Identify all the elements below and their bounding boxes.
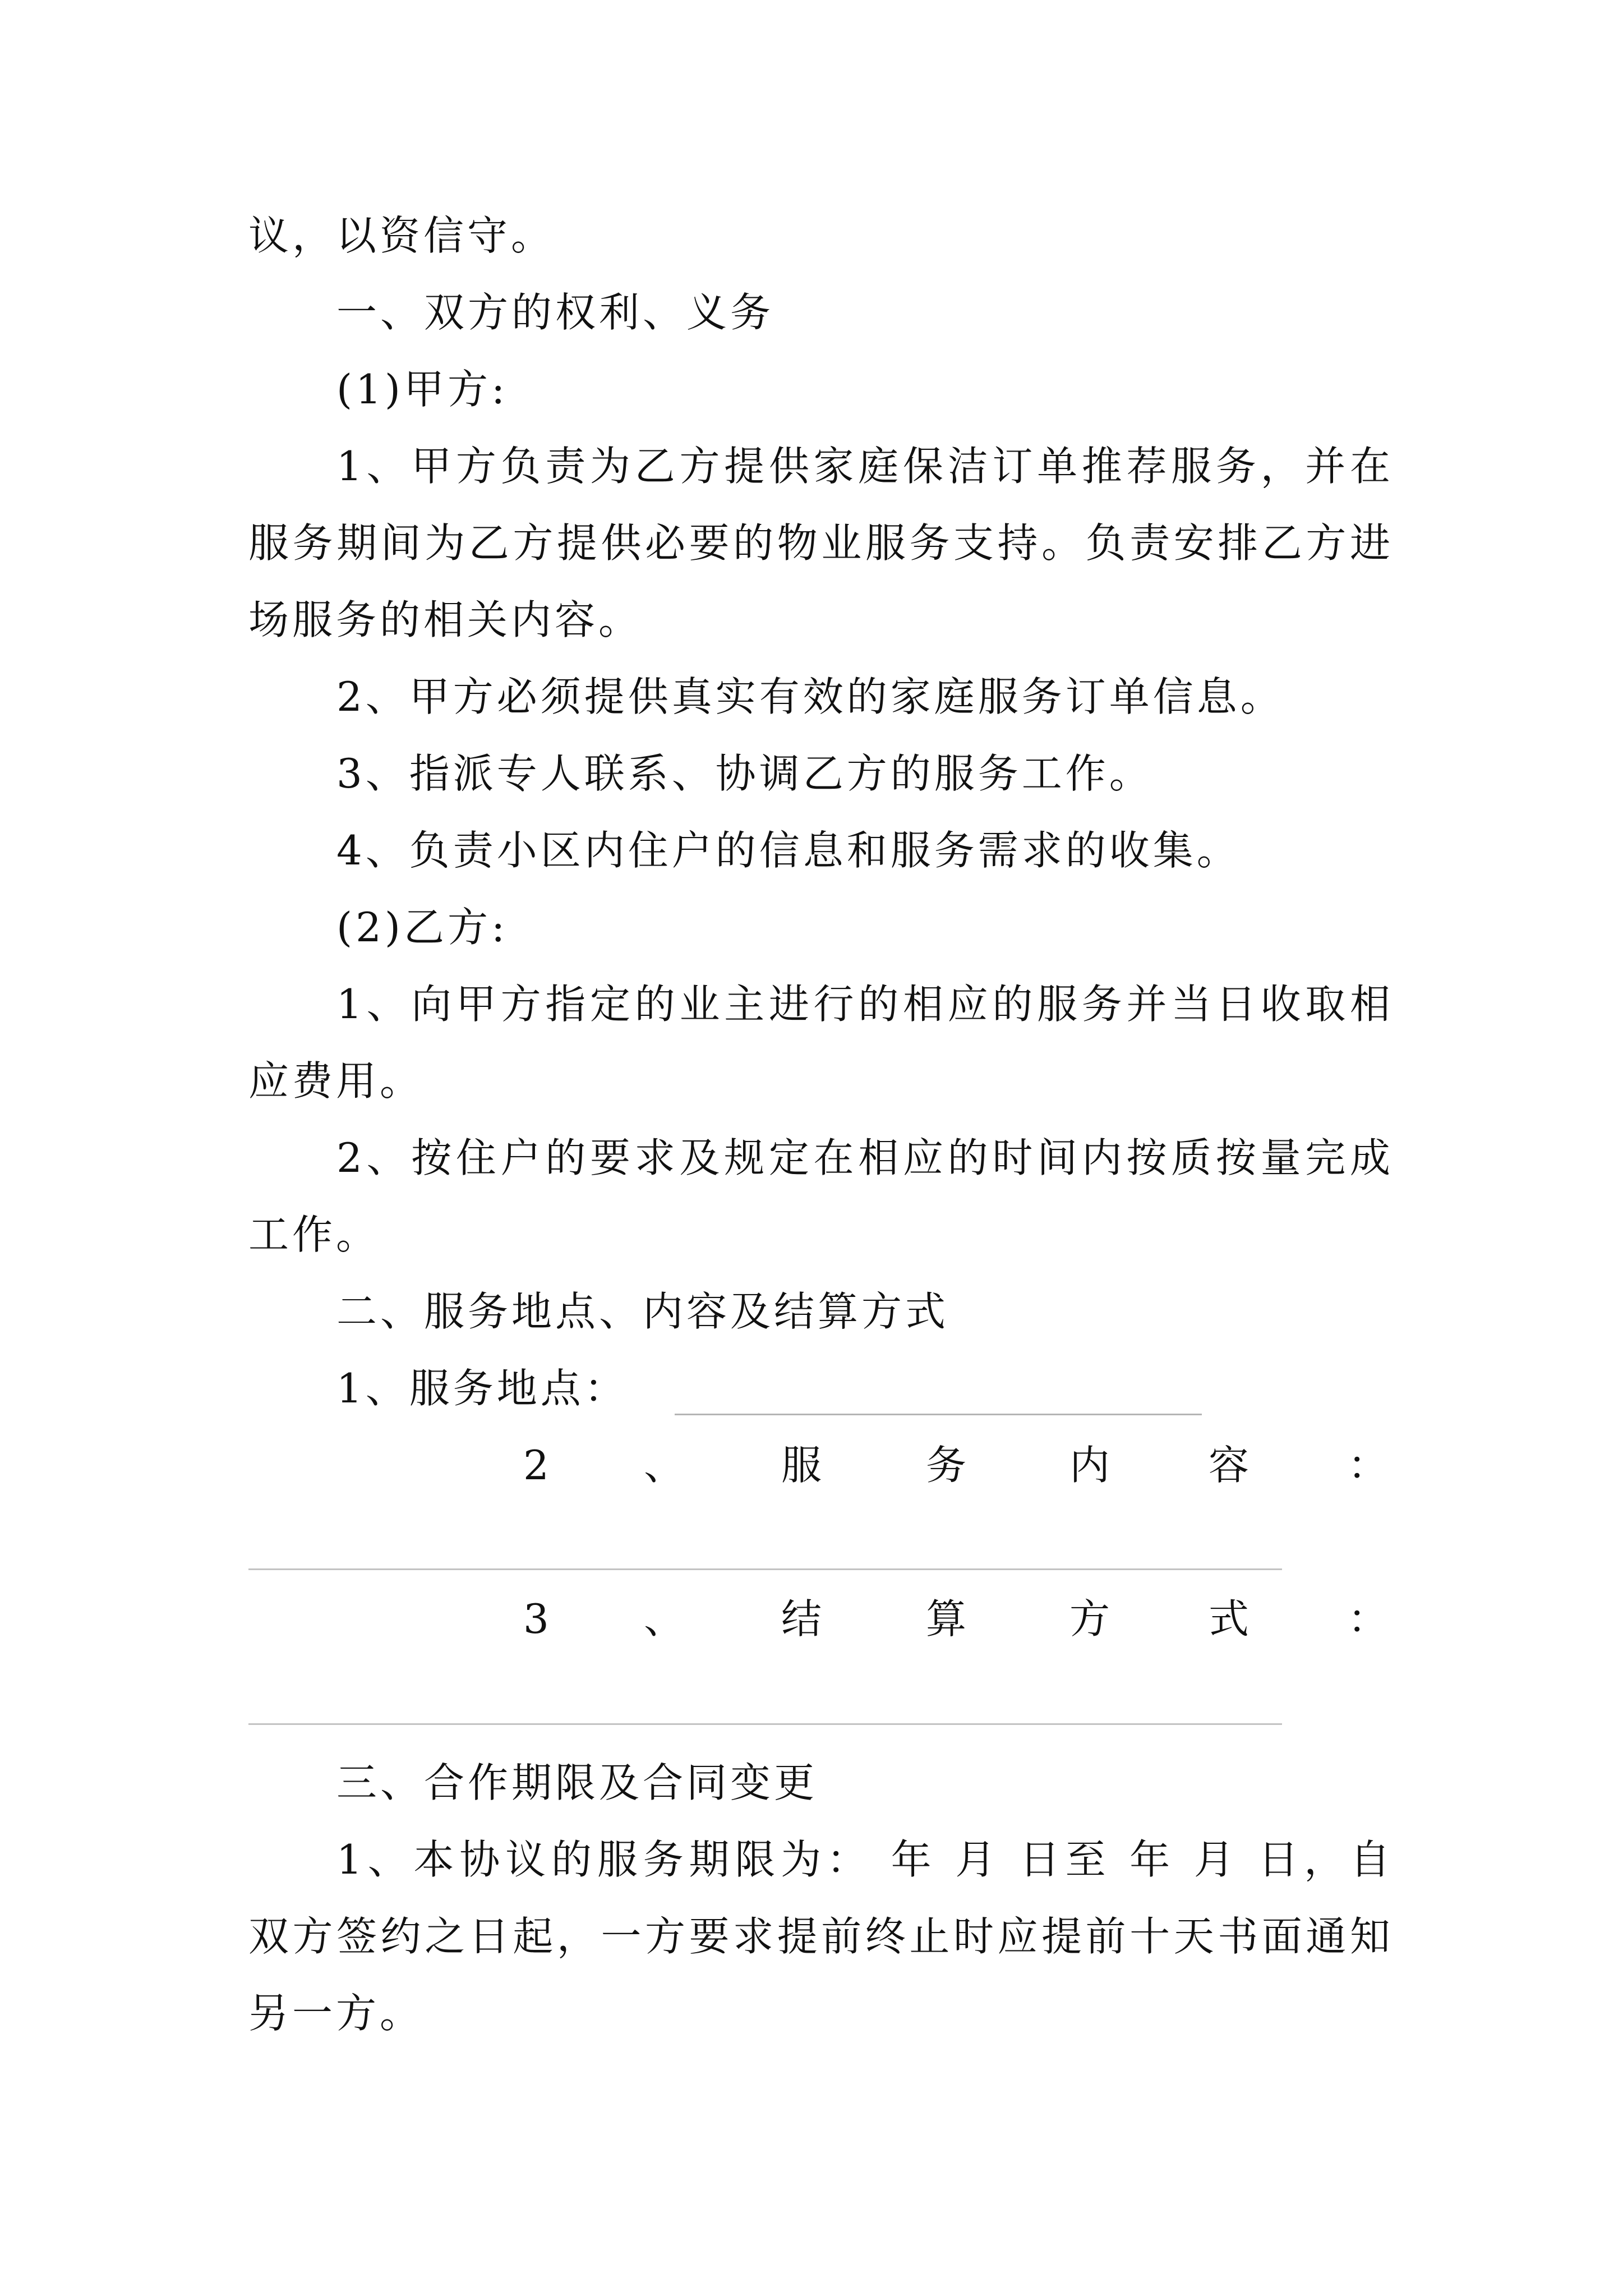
paragraph-line: 2、甲方必须提供真实有效的家庭服务订单信息。 [336, 673, 1284, 720]
paragraph-line: 4、负责小区内住户的信息和服务需求的收集。 [336, 827, 1241, 874]
spread-char: 结 [781, 1595, 822, 1642]
spread-char: 务 [926, 1442, 967, 1489]
service-location-blank [675, 1369, 1202, 1415]
section-heading-service: 二、服务地点、内容及结算方式 [336, 1288, 949, 1335]
service-location-row [336, 1361, 1202, 1415]
service-content-blank [248, 1568, 1282, 1570]
paragraph-line: 双方签约之日起，一方要求提前终止时应提前十天书面通知 [248, 1913, 1390, 1960]
section-heading-term: 三、合作期限及合同变更 [336, 1759, 818, 1806]
spread-char: 2 [523, 1442, 549, 1489]
spread-char: 、 [644, 1595, 685, 1642]
spread-char: 服 [781, 1442, 822, 1489]
paragraph-line: 1、本协议的服务期限为： 年 月 日至 年 月 日，自 [336, 1836, 1390, 1883]
section-heading-rights: 一、双方的权利、义务 [336, 289, 774, 336]
paragraph-line: 1、向甲方指定的业主进行的相应的服务并当日收取相 [336, 981, 1390, 1028]
paragraph-line: 1、甲方负责为乙方提供家庭保洁订单推荐服务，并在 [336, 443, 1390, 490]
spread-char: ： [1348, 1595, 1389, 1642]
spread-char: 式 [1209, 1595, 1249, 1642]
paragraph-line: 议，以资信守。 [248, 212, 555, 259]
spread-char: 算 [926, 1595, 967, 1642]
spread-char: 内 [1069, 1442, 1110, 1489]
spread-char: 3 [523, 1595, 549, 1642]
paragraph-line: 服务期间为乙方提供必要的物业服务支持。负责安排乙方进 [248, 519, 1390, 567]
spread-char: ： [1348, 1442, 1389, 1489]
spread-char: 、 [644, 1442, 685, 1489]
settlement-method-blank [248, 1723, 1282, 1725]
subheading-party-b: (2)乙方: [336, 904, 509, 951]
paragraph-line: 3、指派专人联系、协调乙方的服务工作。 [336, 750, 1153, 797]
service-location-label: 1、服务地点： [336, 1365, 628, 1412]
spread-char: 方 [1069, 1595, 1110, 1642]
paragraph-line: 2、按住户的要求及规定在相应的时间内按质按量完成 [336, 1134, 1390, 1181]
paragraph-line: 另一方。 [248, 1990, 424, 2037]
subheading-party-a: (1)甲方: [336, 366, 509, 413]
paragraph-line: 工作。 [248, 1211, 380, 1258]
spread-char: 容 [1209, 1442, 1249, 1489]
paragraph-line: 场服务的相关内容。 [248, 596, 643, 643]
paragraph-line: 应费用。 [248, 1057, 424, 1105]
